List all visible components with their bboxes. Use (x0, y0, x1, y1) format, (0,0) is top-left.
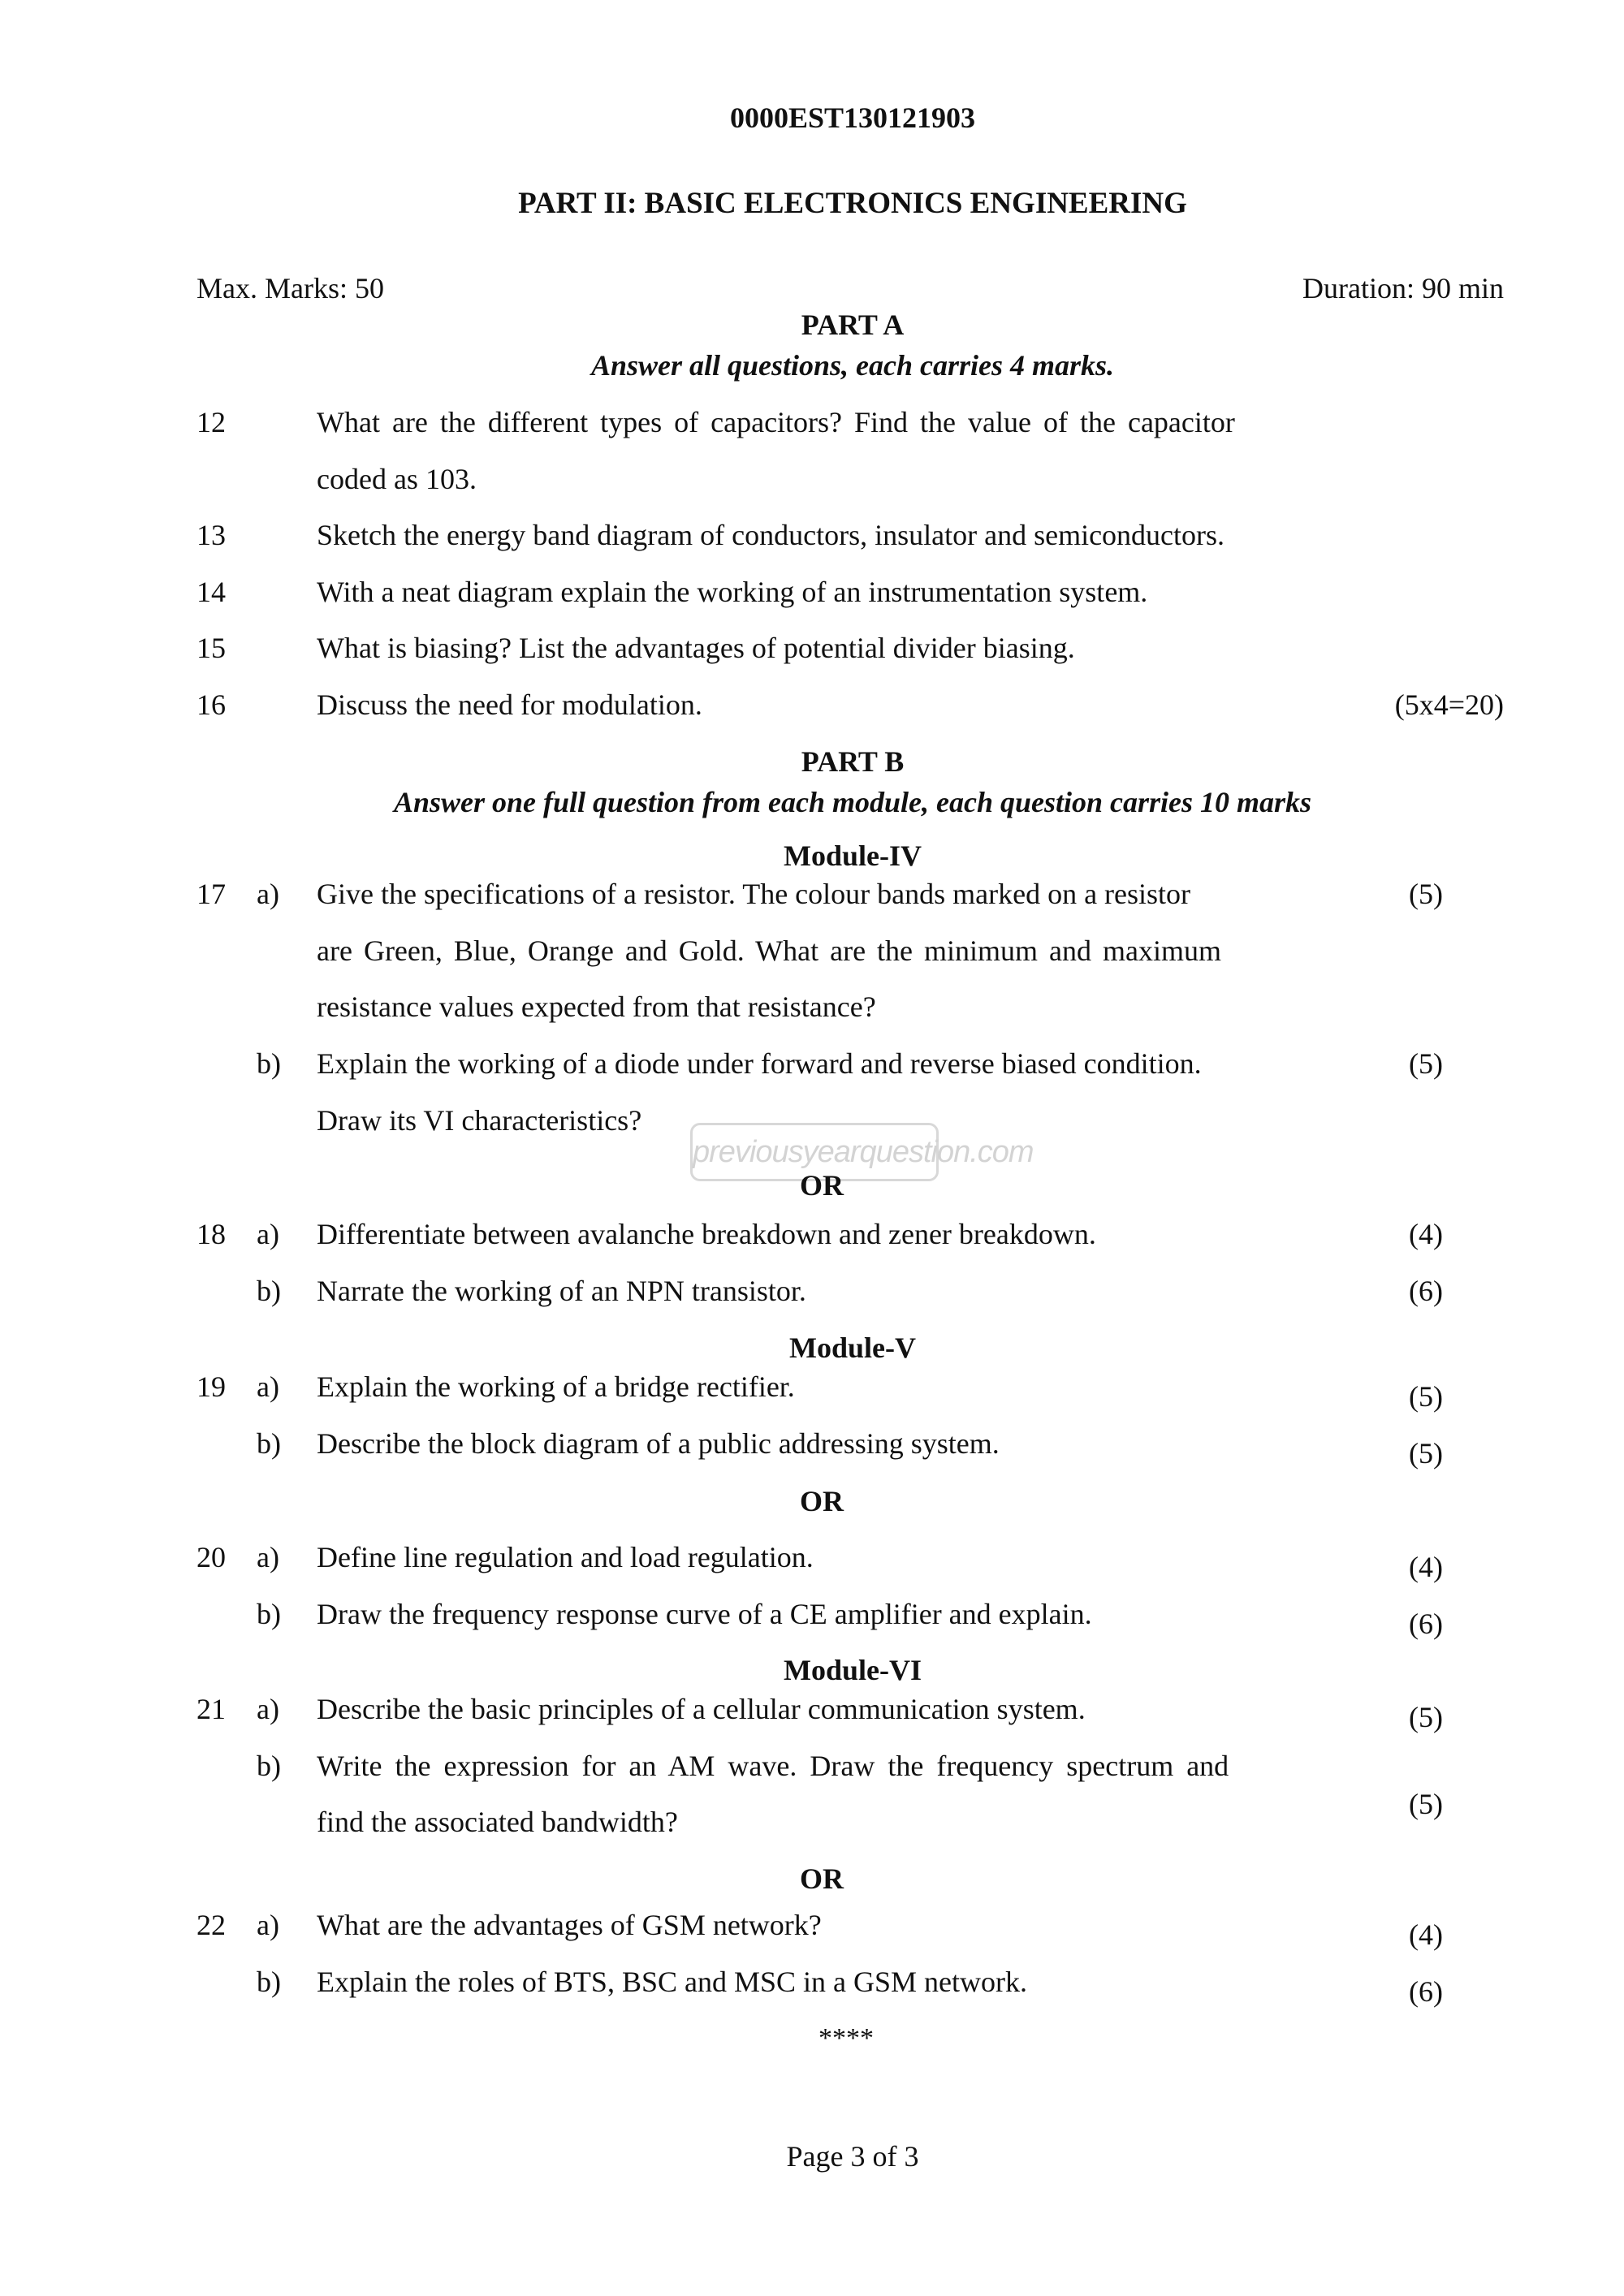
question-number: 20 (197, 1541, 226, 1573)
marks: (5) (1409, 1437, 1443, 1470)
part-a-total-marks: (5x4=20) (1394, 688, 1504, 721)
subquestion-label: a) (257, 1693, 279, 1725)
question-text: resistance values expected from that resistance? (317, 990, 876, 1023)
marks: (5) (1409, 1701, 1443, 1733)
page-number: Page 3 of 3 (786, 2140, 919, 2173)
question-text: What are the advantages of GSM network? (317, 1909, 822, 1941)
module-iv-heading: Module-IV (784, 839, 922, 872)
paper-title: PART II: BASIC ELECTRONICS ENGINEERING (518, 187, 1187, 220)
subquestion-label: b) (257, 1427, 281, 1460)
module-vi-heading: Module-VI (784, 1654, 922, 1686)
question-text: Explain the roles of BTS, BSC and MSC in a GSM network. (317, 1966, 1027, 1998)
question-number: 19 (197, 1370, 226, 1403)
marks: (5) (1409, 1788, 1443, 1820)
marks: (6) (1409, 1975, 1443, 2008)
duration: Duration: 90 min (1302, 272, 1504, 304)
question-text: Draw its VI characteristics? (317, 1104, 642, 1137)
question-text: are Green, Blue, Orange and Gold. What are the minimum and maximum (317, 934, 1222, 967)
question-number: 21 (197, 1693, 226, 1725)
subquestion-label: a) (257, 878, 279, 910)
part-a-instruction: Answer all questions, each carries 4 marks. (590, 349, 1115, 382)
question-number: 13 (197, 519, 226, 551)
marks: (5) (1409, 878, 1443, 910)
part-a-title: PART A (801, 309, 905, 341)
marks: (4) (1409, 1218, 1443, 1250)
question-number: 15 (197, 632, 226, 664)
marks: (4) (1409, 1918, 1443, 1951)
subquestion-label: b) (257, 1598, 281, 1630)
question-text: Sketch the energy band diagram of conductors, insulator and semiconductors. (317, 519, 1225, 551)
question-text: Discuss the need for modulation. (317, 688, 702, 721)
question-text: What are the different types of capacitors? Find the value of the capacitor (317, 406, 1235, 438)
subquestion-label: b) (257, 1966, 281, 1998)
question-text: Explain the working of a diode under forward and reverse biased condition. (317, 1047, 1202, 1080)
subquestion-label: a) (257, 1370, 279, 1403)
question-text: Explain the working of a bridge rectifier. (317, 1370, 795, 1403)
question-text: Differentiate between avalanche breakdown and zener breakdown. (317, 1218, 1096, 1250)
or-separator: OR (800, 1169, 844, 1202)
question-number: 18 (197, 1218, 226, 1250)
or-separator: OR (800, 1862, 844, 1895)
part-b-instruction: Answer one full question from each module, each question carries 10 marks (393, 786, 1312, 818)
question-text: What is biasing? List the advantages of potential divider biasing. (317, 632, 1075, 664)
marks: (4) (1409, 1551, 1443, 1583)
question-number: 17 (197, 878, 226, 910)
subquestion-label: a) (257, 1218, 279, 1250)
question-text: With a neat diagram explain the working of an instrumentation system. (317, 576, 1148, 608)
paper-code: 0000EST130121903 (729, 101, 976, 134)
marks: (6) (1409, 1608, 1443, 1640)
end-of-paper-mark: **** (818, 2023, 874, 2053)
marks: (5) (1409, 1047, 1443, 1080)
question-text: coded as 103. (317, 463, 477, 495)
question-text: Define line regulation and load regulation. (317, 1541, 814, 1573)
question-text: Describe the block diagram of a public addressing system. (317, 1427, 1000, 1460)
subquestion-label: b) (257, 1047, 281, 1080)
module-v-heading: Module-V (789, 1331, 916, 1364)
question-number: 22 (197, 1909, 226, 1941)
marks: (6) (1409, 1275, 1443, 1307)
question-number: 14 (197, 576, 226, 608)
question-text: Draw the frequency response curve of a CE amplifier and explain. (317, 1598, 1092, 1630)
subquestion-label: a) (257, 1541, 279, 1573)
subquestion-label: b) (257, 1750, 281, 1782)
or-separator: OR (800, 1485, 844, 1517)
marks: (5) (1409, 1380, 1443, 1413)
max-marks: Max. Marks: 50 (197, 272, 384, 304)
question-text: Give the specifications of a resistor. The colour bands marked on a resistor (317, 878, 1191, 910)
watermark-logo: previousyearquestion.com (690, 1123, 939, 1181)
subquestion-label: b) (257, 1275, 281, 1307)
question-number: 16 (197, 688, 226, 721)
question-text: find the associated bandwidth? (317, 1806, 678, 1838)
part-b-title: PART B (801, 745, 905, 778)
subquestion-label: a) (257, 1909, 279, 1941)
question-text: Narrate the working of an NPN transistor. (317, 1275, 806, 1307)
question-text: Describe the basic principles of a cellular communication system. (317, 1693, 1086, 1725)
question-text: Write the expression for an AM wave. Draw the frequency spectrum and (317, 1750, 1229, 1782)
question-number: 12 (197, 406, 226, 438)
